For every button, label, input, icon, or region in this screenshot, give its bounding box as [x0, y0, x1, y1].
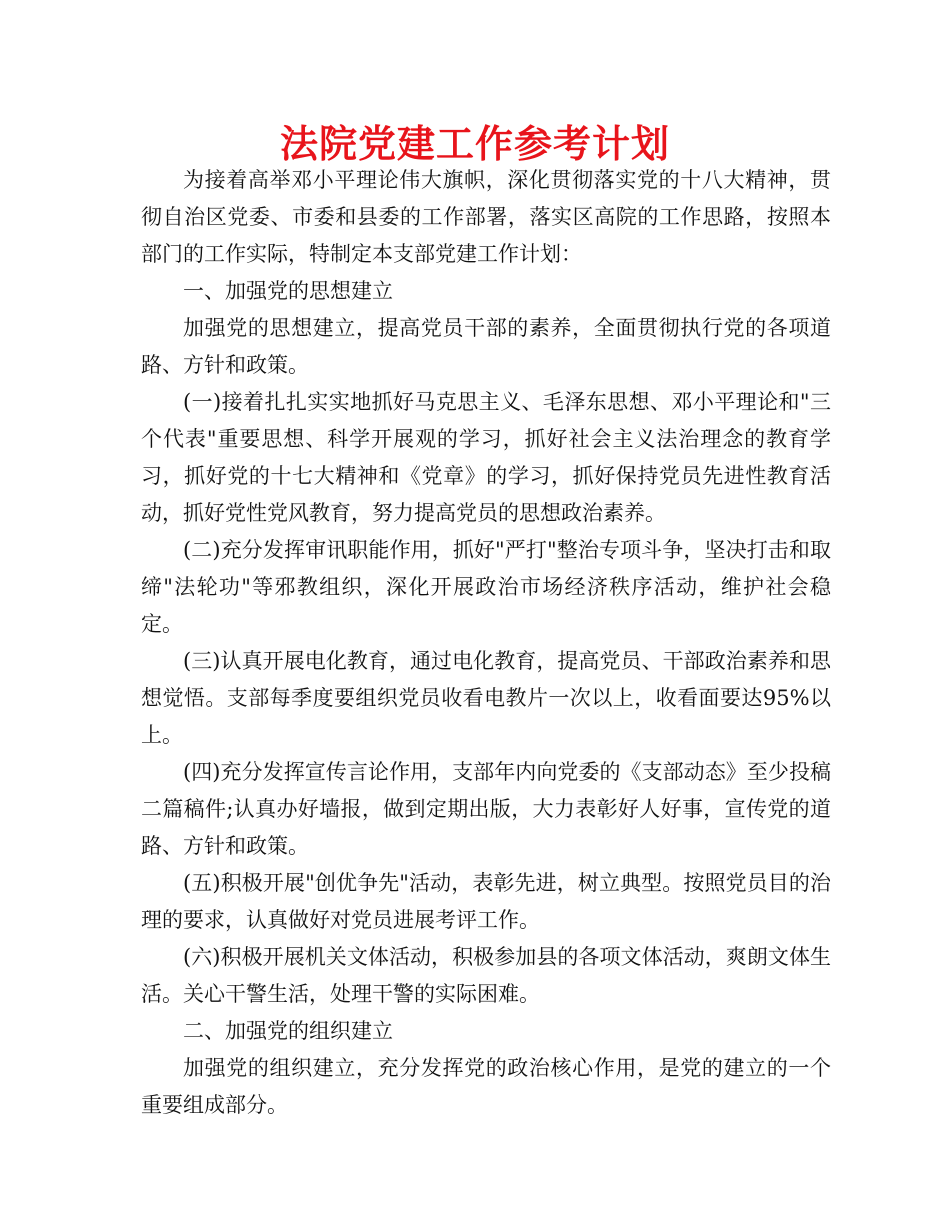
document-body — [141, 162, 831, 1124]
section-heading-1: 一、加强党的思想建立 — [183, 279, 393, 303]
paragraph: 加强党的组织建立，充分发挥党的政治核心作用，是党的建立的一个重要组成部分。 — [141, 1056, 831, 1117]
list-item: (二)充分发挥审讯职能作用，抓好"严打"整治专项斗争，坚决打击和取缔"法轮功"等邪教组织，深化开展政治市场经济秩序活动，维护社会稳定。 — [141, 538, 831, 636]
document-title: 法院党建工作参考计划 — [279, 122, 670, 166]
list-item: (五)积极开展"创优争先"活动，表彰先进，树立典型。按照党员目的治理的要求，认真做好对党员进展考评工作。 — [141, 871, 831, 932]
paragraph: 加强党的思想建立，提高党员干部的素养，全面贯彻执行党的各项道路、方针和政策。 — [141, 316, 831, 377]
list-item: (六)积极开展机关文体活动，积极参加县的各项文体活动，爽朗文体生活。关心干警生活，处理干警的实际困难。 — [141, 945, 831, 1006]
paragraph-intro: 为接着高举邓小平理论伟大旗帜，深化贯彻落实党的十八大精神，贯彻自治区党委、市委和县委的工作部署，落实区高院的工作思路，按照本部门的工作实际，特制定本支部党建工作计划： — [141, 168, 831, 266]
list-item: (一)接着扎扎实实地抓好马克思主义、毛泽东思想、邓小平理论和"三个代表"重要思想、科学开展观的学习，抓好社会主义法治理念的教育学习，抓好党的十七大精神和《党章》的学习，抓好保持党员先进性教育活动，抓好党性党风教育，努力提高党员的思想政治素养。 — [141, 390, 831, 525]
list-item: (四)充分发挥宣传言论作用，支部年内向党委的《支部动态》至少投稿二篇稿件;认真办好墙报，做到定期出版，大力表彰好人好事，宣传党的道路、方针和政策。 — [141, 760, 831, 858]
list-item: (三)认真开展电化教育，通过电化教育，提高党员、干部政治素养和思想觉悟。支部每季度要组织党员收看电教片一次以上，收看面要达95%以上。 — [141, 649, 831, 747]
section-heading-2: 二、加强党的组织建立 — [183, 1019, 393, 1043]
